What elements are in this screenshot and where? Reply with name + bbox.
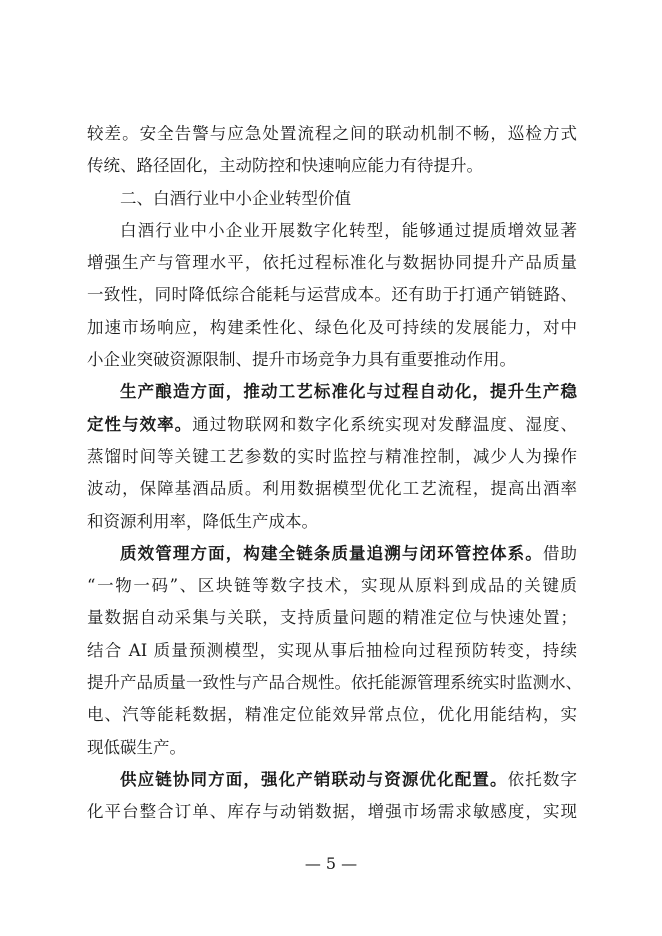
text-line <box>87 473 577 505</box>
text-line <box>87 247 577 279</box>
page-number: — 5 — <box>304 854 358 873</box>
text-line <box>87 506 577 538</box>
line-text: 化平台整合订单、库存与动销数据，增强市场需求敏感度，实现 <box>87 802 577 822</box>
text-line <box>87 279 577 311</box>
text-line <box>87 699 577 731</box>
line-text: 现低碳生产。 <box>87 737 186 757</box>
line-text: 电、汽等能耗数据，精准定位能效异常点位，优化用能结构，实 <box>87 705 577 725</box>
bold-lead-text: 定性与效率。 <box>87 414 193 434</box>
line-text: 提升产品质量一致性与产品合规性。依托能源管理系统实时监测水、 <box>87 673 582 693</box>
line-text: “一物一码”、区块链等数字技术，实现从原料到成品的关键质 <box>87 576 577 596</box>
line-text: 借助 <box>542 543 578 563</box>
text-line <box>87 441 577 473</box>
text-line <box>87 312 577 344</box>
text-line <box>87 118 577 150</box>
line-text: 小企业突破资源限制、提升市场竞争力具有重要推动作用。 <box>87 350 516 370</box>
text-line <box>87 538 577 570</box>
line-text: 依托数字 <box>507 769 578 789</box>
bold-lead-text: 生产酿造方面，推动工艺标准化与过程自动化，提升生产稳 <box>120 382 577 402</box>
line-text: 结合 AI 质量预测模型，实现从事后抽检向过程预防转变，持续 <box>87 640 577 660</box>
text-line <box>87 764 577 796</box>
text-line <box>87 150 577 182</box>
text-line <box>87 344 577 376</box>
line-text: 传统、路径固化，主动防控和快速响应能力有待提升。 <box>87 156 483 176</box>
line-text: 波动，保障基酒品质。利用数据模型优化工艺流程，提高出酒率 <box>87 479 577 499</box>
text-line <box>87 376 577 408</box>
line-text: 较差。安全告警与应急处置流程之间的联动机制不畅，巡检方式 <box>87 124 577 143</box>
line-text: 通过物联网和数字化系统实现对发酵温度、湿度、 <box>192 414 578 434</box>
text-line <box>87 409 577 441</box>
line-text: 蒸馏时间等关键工艺参数的实时监控与精准控制，减少人为操作 <box>87 446 577 466</box>
text-line <box>87 635 577 667</box>
line-text: 量数据自动采集与关联，支持质量问题的精准定位与快速处置； <box>87 608 577 628</box>
line-text: 白酒行业中小企业开展数字化转型，能够通过提质增效显著 <box>120 220 577 240</box>
text-line <box>87 570 577 602</box>
document-body <box>87 118 582 829</box>
bold-lead-text: 质效管理方面，构建全链条质量追溯与闭环管控体系。 <box>120 543 543 563</box>
line-text: 二、白酒行业中小企业转型价值 <box>120 188 351 208</box>
line-text: 加速市场响应，构建柔性化、绿色化及可持续的发展能力，对中 <box>87 317 577 337</box>
line-text: 增强生产与管理水平，依托过程标准化与数据协同提升产品质量 <box>87 253 577 273</box>
bold-lead-text: 供应链协同方面，强化产销联动与资源优化配置。 <box>120 769 508 789</box>
text-line <box>87 732 577 764</box>
section-heading <box>87 183 577 215</box>
line-text: 一致性，同时降低综合能耗与运营成本。还有助于打通产销链路、 <box>87 285 577 305</box>
text-line <box>87 602 577 634</box>
text-line <box>87 796 577 828</box>
line-text: 和资源利用率，降低生产成本。 <box>87 511 318 531</box>
text-line <box>87 215 577 247</box>
text-line <box>87 667 582 699</box>
